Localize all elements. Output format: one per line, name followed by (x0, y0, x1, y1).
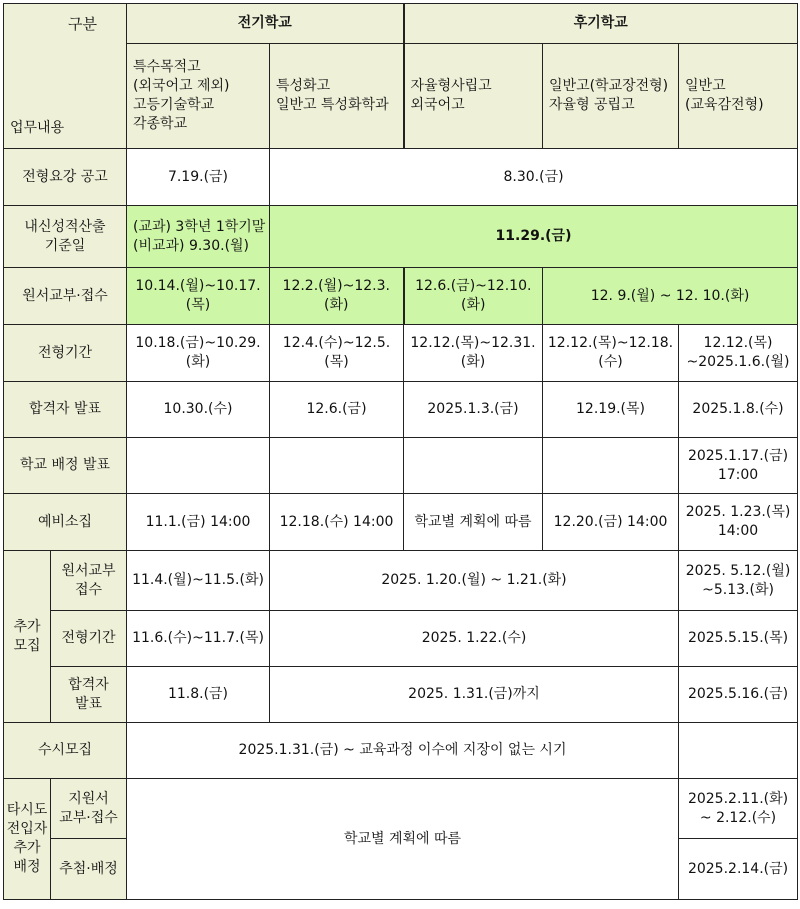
admission-schedule-table (3, 3, 798, 900)
col-autonomous-private: 자율형사립고 외국어고 (404, 44, 543, 149)
col-special-purpose: 특수목적고 (외국어고 제외) 고등기술학교 각종학교 (127, 44, 270, 149)
late-school-header: 후기학교 (404, 4, 798, 44)
row-label-transfer-application: 지원서 교부·접수 (51, 779, 127, 839)
assign-special (127, 438, 270, 494)
period-autonomous: 12.12.(목)~12.31.(화) (404, 325, 543, 382)
row-label-extra-results: 합격자 발표 (51, 667, 127, 723)
period-general-principal: 12.12.(목)~12.18.(수) (543, 325, 679, 382)
row-label-orientation: 예비소집 (4, 494, 127, 551)
col-general-principal: 일반고(학교장전형) 자율형 공립고 (543, 44, 679, 149)
row-label-transfer-lottery: 추첨·배정 (51, 839, 127, 900)
row-label-rolling-recruit: 수시모집 (4, 723, 127, 779)
assign-vocational (270, 438, 404, 494)
col-general-superintendent: 일반고 (교육감전형) (679, 44, 798, 149)
apply-vocational: 12.2.(월)~12.3.(화) (270, 268, 404, 325)
transfer-mid: 학교별 계획에 따름 (127, 779, 679, 900)
extra-apply-superintendent: 2025. 5.12.(월) ~5.13.(화) (679, 551, 798, 611)
announce-early: 7.19.(금) (127, 149, 270, 206)
prelim-general-principal: 12.20.(금) 14:00 (543, 494, 679, 551)
apply-autonomous: 12.6.(금)~12.10.(화) (404, 268, 543, 325)
transfer-lottery-superintendent: 2025.2.14.(금) (679, 839, 798, 900)
rolling-period: 2025.1.31.(금) ~ 교육과정 이수에 지장이 없는 시기 (127, 723, 679, 779)
assign-general-principal (543, 438, 679, 494)
extra-period-mid: 2025. 1.22.(수) (270, 611, 679, 667)
grade-basis-early: (교과) 3학년 1학기말 (비교과) 9.30.(월) (127, 206, 270, 268)
prelim-general-superintendent: 2025. 1.23.(목) 14:00 (679, 494, 798, 551)
prelim-vocational: 12.18.(수) 14:00 (270, 494, 404, 551)
extra-period-early: 11.6.(수)~11.7.(목) (127, 611, 270, 667)
prelim-autonomous: 학교별 계획에 따름 (404, 494, 543, 551)
row-label-extra-application: 원서교부 접수 (51, 551, 127, 611)
apply-general: 12. 9.(월) ~ 12. 10.(화) (543, 268, 798, 325)
early-school-header: 전기학교 (127, 4, 404, 44)
result-general-principal: 12.19.(목) (543, 382, 679, 438)
row-label-results: 합격자 발표 (4, 382, 127, 438)
period-vocational: 12.4.(수)~12.5.(목) (270, 325, 404, 382)
period-general-superintendent: 12.12.(목) ~2025.1.6.(월) (679, 325, 798, 382)
period-special: 10.18.(금)~10.29.(화) (127, 325, 270, 382)
extra-result-mid: 2025. 1.31.(금)까지 (270, 667, 679, 723)
extra-result-superintendent: 2025.5.16.(금) (679, 667, 798, 723)
header-corner (4, 4, 127, 149)
col-vocational: 특성화고 일반고 특성화학과 (270, 44, 404, 149)
row-label-additional-recruit: 추가 모집 (4, 551, 51, 723)
extra-apply-mid: 2025. 1.20.(월) ~ 1.21.(화) (270, 551, 679, 611)
row-label-screening: 전형기간 (4, 325, 127, 382)
assign-autonomous (404, 438, 543, 494)
apply-special: 10.14.(월)~10.17.(목) (127, 268, 270, 325)
row-label-assignment: 학교 배정 발표 (4, 438, 127, 494)
extra-apply-early: 11.4.(월)~11.5.(화) (127, 551, 270, 611)
prelim-special: 11.1.(금) 14:00 (127, 494, 270, 551)
corner-task: 업무내용 (10, 120, 65, 137)
rolling-superintendent (679, 723, 798, 779)
grade-basis-rest: 11.29.(금) (270, 206, 798, 268)
result-general-superintendent: 2025.1.8.(수) (679, 382, 798, 438)
row-label-application: 원서교부·접수 (4, 268, 127, 325)
corner-category: 구분 (68, 15, 97, 33)
announce-rest: 8.30.(금) (270, 149, 798, 206)
row-label-transfer-students: 타시도 전입자 추가 배정 (4, 779, 51, 900)
transfer-apply-superintendent: 2025.2.11.(화) ~ 2.12.(수) (679, 779, 798, 839)
extra-period-superintendent: 2025.5.15.(목) (679, 611, 798, 667)
extra-result-early: 11.8.(금) (127, 667, 270, 723)
result-autonomous: 2025.1.3.(금) (404, 382, 543, 438)
result-vocational: 12.6.(금) (270, 382, 404, 438)
row-label-extra-screening: 전형기간 (51, 611, 127, 667)
result-special: 10.30.(수) (127, 382, 270, 438)
assign-general-superintendent: 2025.1.17.(금) 17:00 (679, 438, 798, 494)
row-label-grade-basis: 내신성적산출 기준일 (4, 206, 127, 268)
row-label-announcement: 전형요강 공고 (4, 149, 127, 206)
